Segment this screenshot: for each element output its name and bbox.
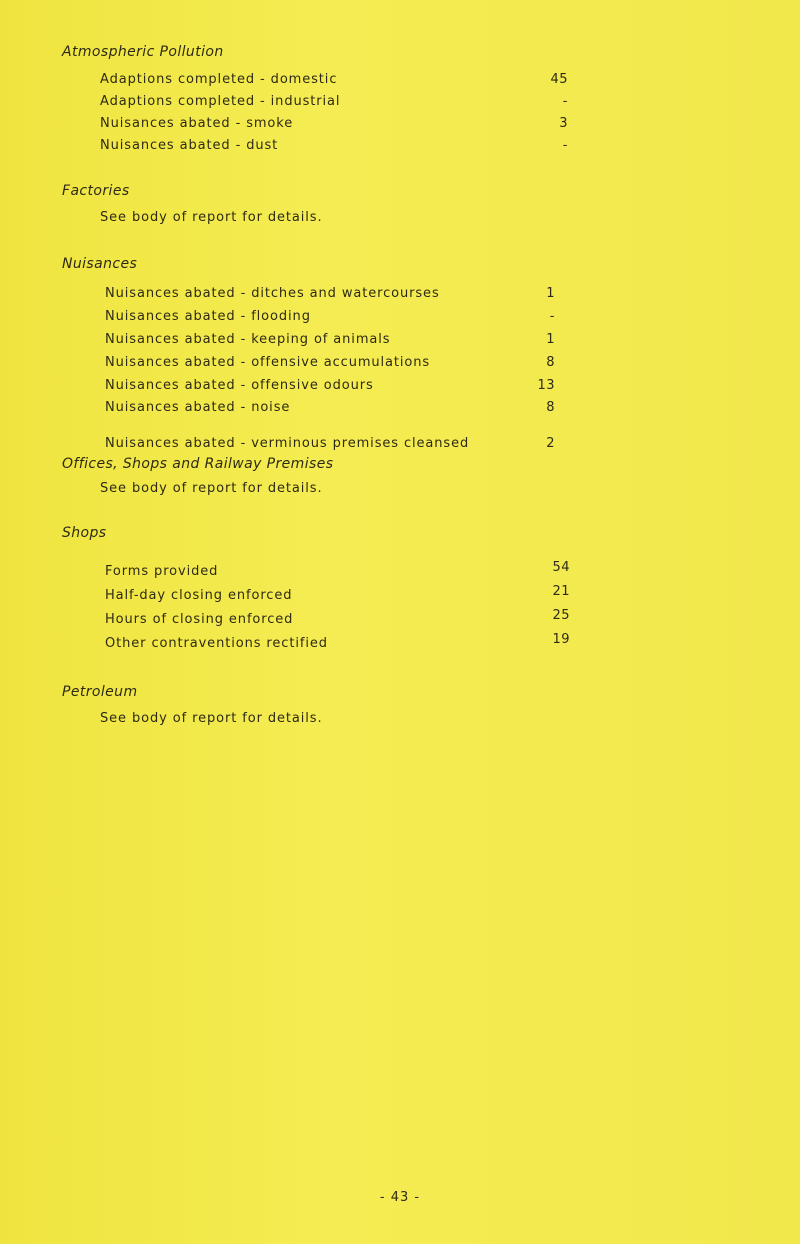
section-note: See body of report for details. xyxy=(100,711,323,726)
section-heading-factories: Factories xyxy=(62,183,130,199)
row-value: 13 xyxy=(537,378,555,393)
row-label: Adaptions completed - industrial xyxy=(100,94,341,109)
row-value: 2 xyxy=(546,436,555,451)
row-label: Other contraventions rectified xyxy=(105,636,328,651)
row-value: - xyxy=(562,138,568,153)
section-note: See body of report for details. xyxy=(100,210,323,225)
section-heading-shops: Shops xyxy=(62,525,107,541)
section-heading-offices: Offices, Shops and Railway Premises xyxy=(62,456,334,472)
section-heading-nuisances: Nuisances xyxy=(62,256,138,272)
row-label: Nuisances abated - smoke xyxy=(100,116,294,131)
row-label: Adaptions completed - domestic xyxy=(100,72,338,87)
row-label: Nuisances abated - ditches and watercourses xyxy=(105,286,440,301)
row-label: Nuisances abated - dust xyxy=(100,138,279,153)
row-value: 1 xyxy=(546,332,555,347)
row-label: Nuisances abated - offensive accumulations xyxy=(105,355,431,370)
page-number: - 43 - xyxy=(379,1190,421,1205)
row-value: 19 xyxy=(552,632,570,647)
row-label: Hours of closing enforced xyxy=(105,612,294,627)
row-value: 54 xyxy=(552,560,570,575)
row-value: - xyxy=(549,309,555,324)
row-value: - xyxy=(562,94,568,109)
row-label: Nuisances abated - verminous premises cleansed xyxy=(105,436,470,451)
row-label: Nuisances abated - offensive odours xyxy=(105,378,374,393)
row-label: Forms provided xyxy=(105,564,219,579)
row-label: Nuisances abated - keeping of animals xyxy=(105,332,391,347)
row-value: 25 xyxy=(552,608,570,623)
row-value: 3 xyxy=(559,116,568,131)
row-label: Nuisances abated - flooding xyxy=(105,309,311,324)
row-value: 45 xyxy=(550,72,568,87)
section-heading-petroleum: Petroleum xyxy=(62,684,138,700)
section-heading-atmospheric: Atmospheric Pollution xyxy=(62,44,224,60)
row-label: Nuisances abated - noise xyxy=(105,400,291,415)
row-value: 8 xyxy=(546,400,555,415)
row-value: 8 xyxy=(546,355,555,370)
section-note: See body of report for details. xyxy=(100,481,323,496)
row-label: Half-day closing enforced xyxy=(105,588,293,603)
row-value: 1 xyxy=(546,286,555,301)
row-value: 21 xyxy=(552,584,570,599)
